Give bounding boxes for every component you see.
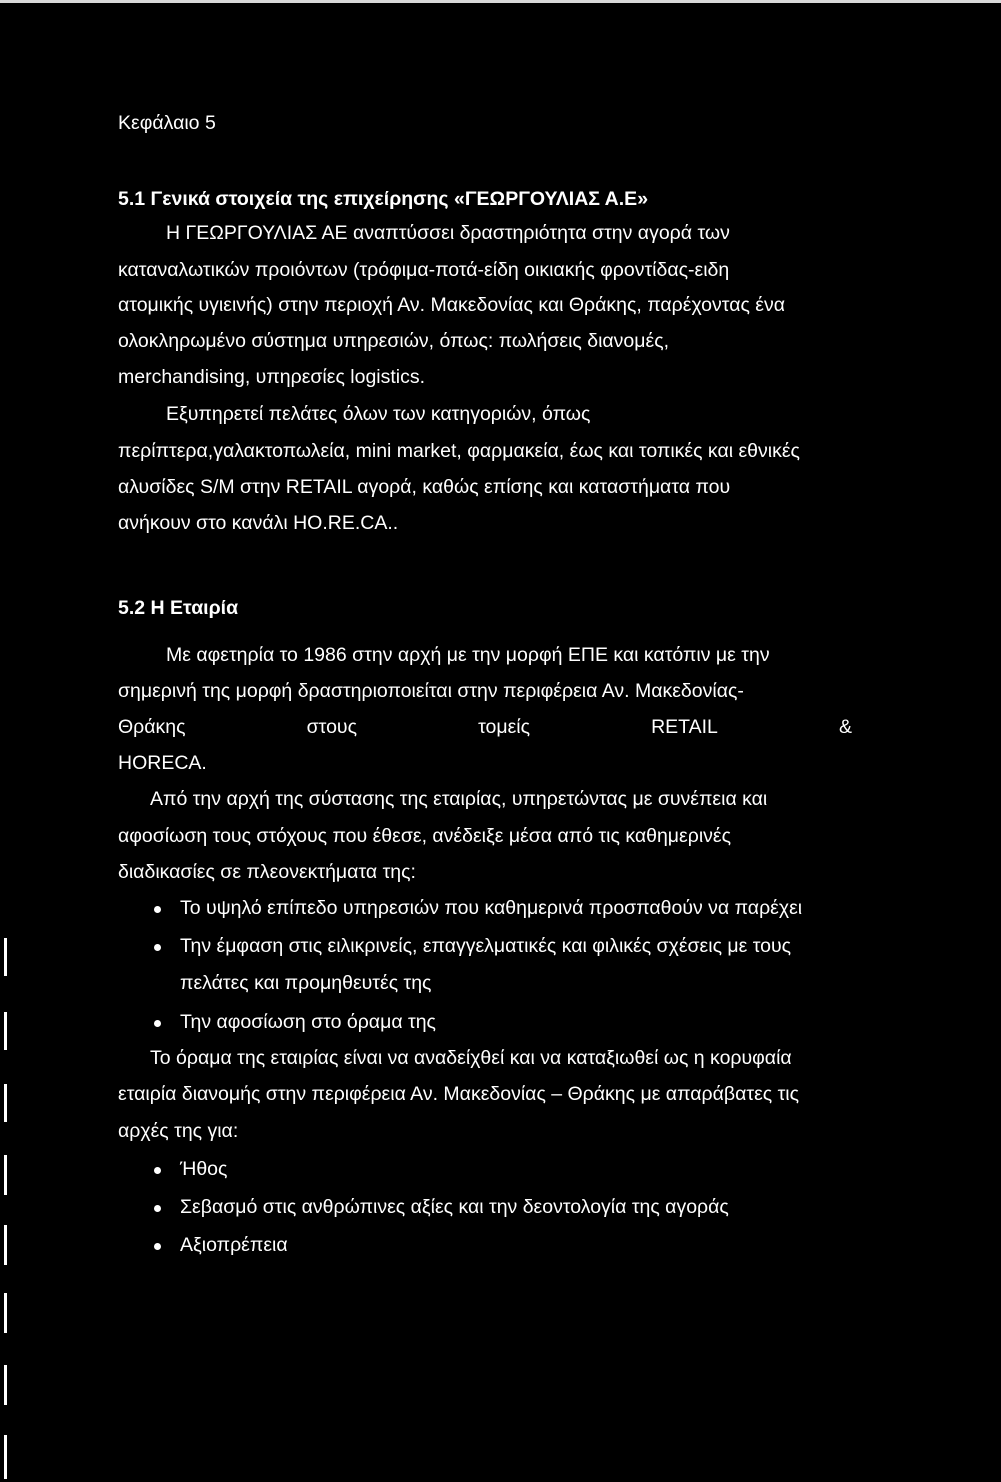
margin-mark [4,1155,7,1195]
advantage-item-continued: πελάτες και προμηθευτές της [180,972,432,994]
s2-p2-line: αφοσίωση τους στόχους που έθεσε, ανέδειξε μέσα από τις καθημερινές [118,825,732,847]
section-1-heading: 5.1 Γενικά στοιχεία της επιχείρησης «ΓΕΩΡΓΟΥΛΙΑΣ Α.Ε» [118,188,649,210]
bullet-icon [154,906,161,913]
s1-p2-line: αλυσίδες S/M στην RETAIL αγορά, καθώς επίσης και καταστήματα που [118,476,731,498]
s2-p1-line: Με αφετηρία το 1986 στην αρχή με την μορφή ΕΠΕ και κατόπιν με την [166,644,770,666]
margin-mark [4,938,7,976]
word: & [838,716,852,738]
word: Θράκης [118,716,186,738]
chapter-title: Κεφάλαιο 5 [118,112,216,134]
word: RETAIL [651,716,718,738]
section-2-heading: 5.2 Η Εταιρία [118,597,239,619]
s1-p1-line: ολοκληρωμένο σύστημα υπηρεσιών, όπως: πωλήσεις διανομές, [118,330,670,352]
top-rule [0,0,1001,3]
margin-mark [4,1293,7,1333]
s1-p1-line: merchandising, υπηρεσίες logistics. [118,366,426,388]
s2-p1-line: HORECA. [118,752,207,774]
bullet-icon [154,944,161,951]
vision-line: Το όραμα της εταιρίας είναι να αναδείχθεί και να καταξιωθεί ως η κορυφαία [150,1047,792,1069]
advantage-item: Την αφοσίωση στο όραμα της [180,1011,436,1033]
bullet-icon [154,1020,161,1027]
s2-p2-line: Από την αρχή της σύστασης της εταιρίας, υπηρετώντας με συνέπεια και [150,788,768,810]
s2-p2-line: διαδικασίες σε πλεονεκτήματα της: [118,861,416,883]
vision-line: αρχές της για: [118,1120,239,1142]
principle-item: Σεβασμό στις ανθρώπινες αξίες και την δεοντολογία της αγοράς [180,1196,729,1218]
bullet-icon [154,1167,161,1174]
margin-mark [4,1365,7,1405]
s2-p1-justified-line [118,718,852,738]
s1-p2-line: ανήκουν στο κανάλι HO.RE.CA.. [118,512,399,534]
advantage-item: Την έμφαση στις ειλικρινείς, επαγγελματικές και φιλικές σχέσεις με τους [180,935,792,957]
s2-p1-line: σημερινή της μορφή δραστηριοποιείται στην περιφέρεια Αν. Μακεδονίας- [118,680,744,702]
s1-p1-line: καταναλωτικών προιόντων (τρόφιμα-ποτά-είδη οικιακής φροντίδας-ειδη [118,259,730,281]
s1-p2-line: Εξυπηρετεί πελάτες όλων των κατηγοριών, όπως [166,403,591,425]
vision-line: εταιρία διανομής στην περιφέρεια Αν. Μακεδονίας – Θράκης με απαράβατες τις [118,1083,800,1105]
s1-p1-line: ατομικής υγιεινής) στην περιοχή Αν. Μακεδονίας και Θράκης, παρέχοντας ένα [118,294,786,316]
principle-item: Αξιοπρέπεια [180,1234,288,1256]
bullet-icon [154,1205,161,1212]
margin-mark [4,1012,7,1050]
margin-mark [4,1225,7,1265]
word: στους [306,716,357,738]
s1-p1-line: Η ΓΕΩΡΓΟΥΛΙΑΣ ΑΕ αναπτύσσει δραστηριότητα στην αγορά των [166,222,730,244]
bullet-icon [154,1243,161,1250]
advantage-item: Το υψηλό επίπεδο υπηρεσιών που καθημερινά προσπαθούν να παρέχει [180,897,803,919]
margin-mark [4,1435,7,1479]
s1-p2-line: περίπτερα,γαλακτοπωλεία, mini market, φαρμακεία, έως και τοπικές και εθνικές [118,440,800,462]
margin-mark [4,1084,7,1122]
word: τομείς [478,716,530,738]
principle-item: Ήθος [180,1158,228,1180]
